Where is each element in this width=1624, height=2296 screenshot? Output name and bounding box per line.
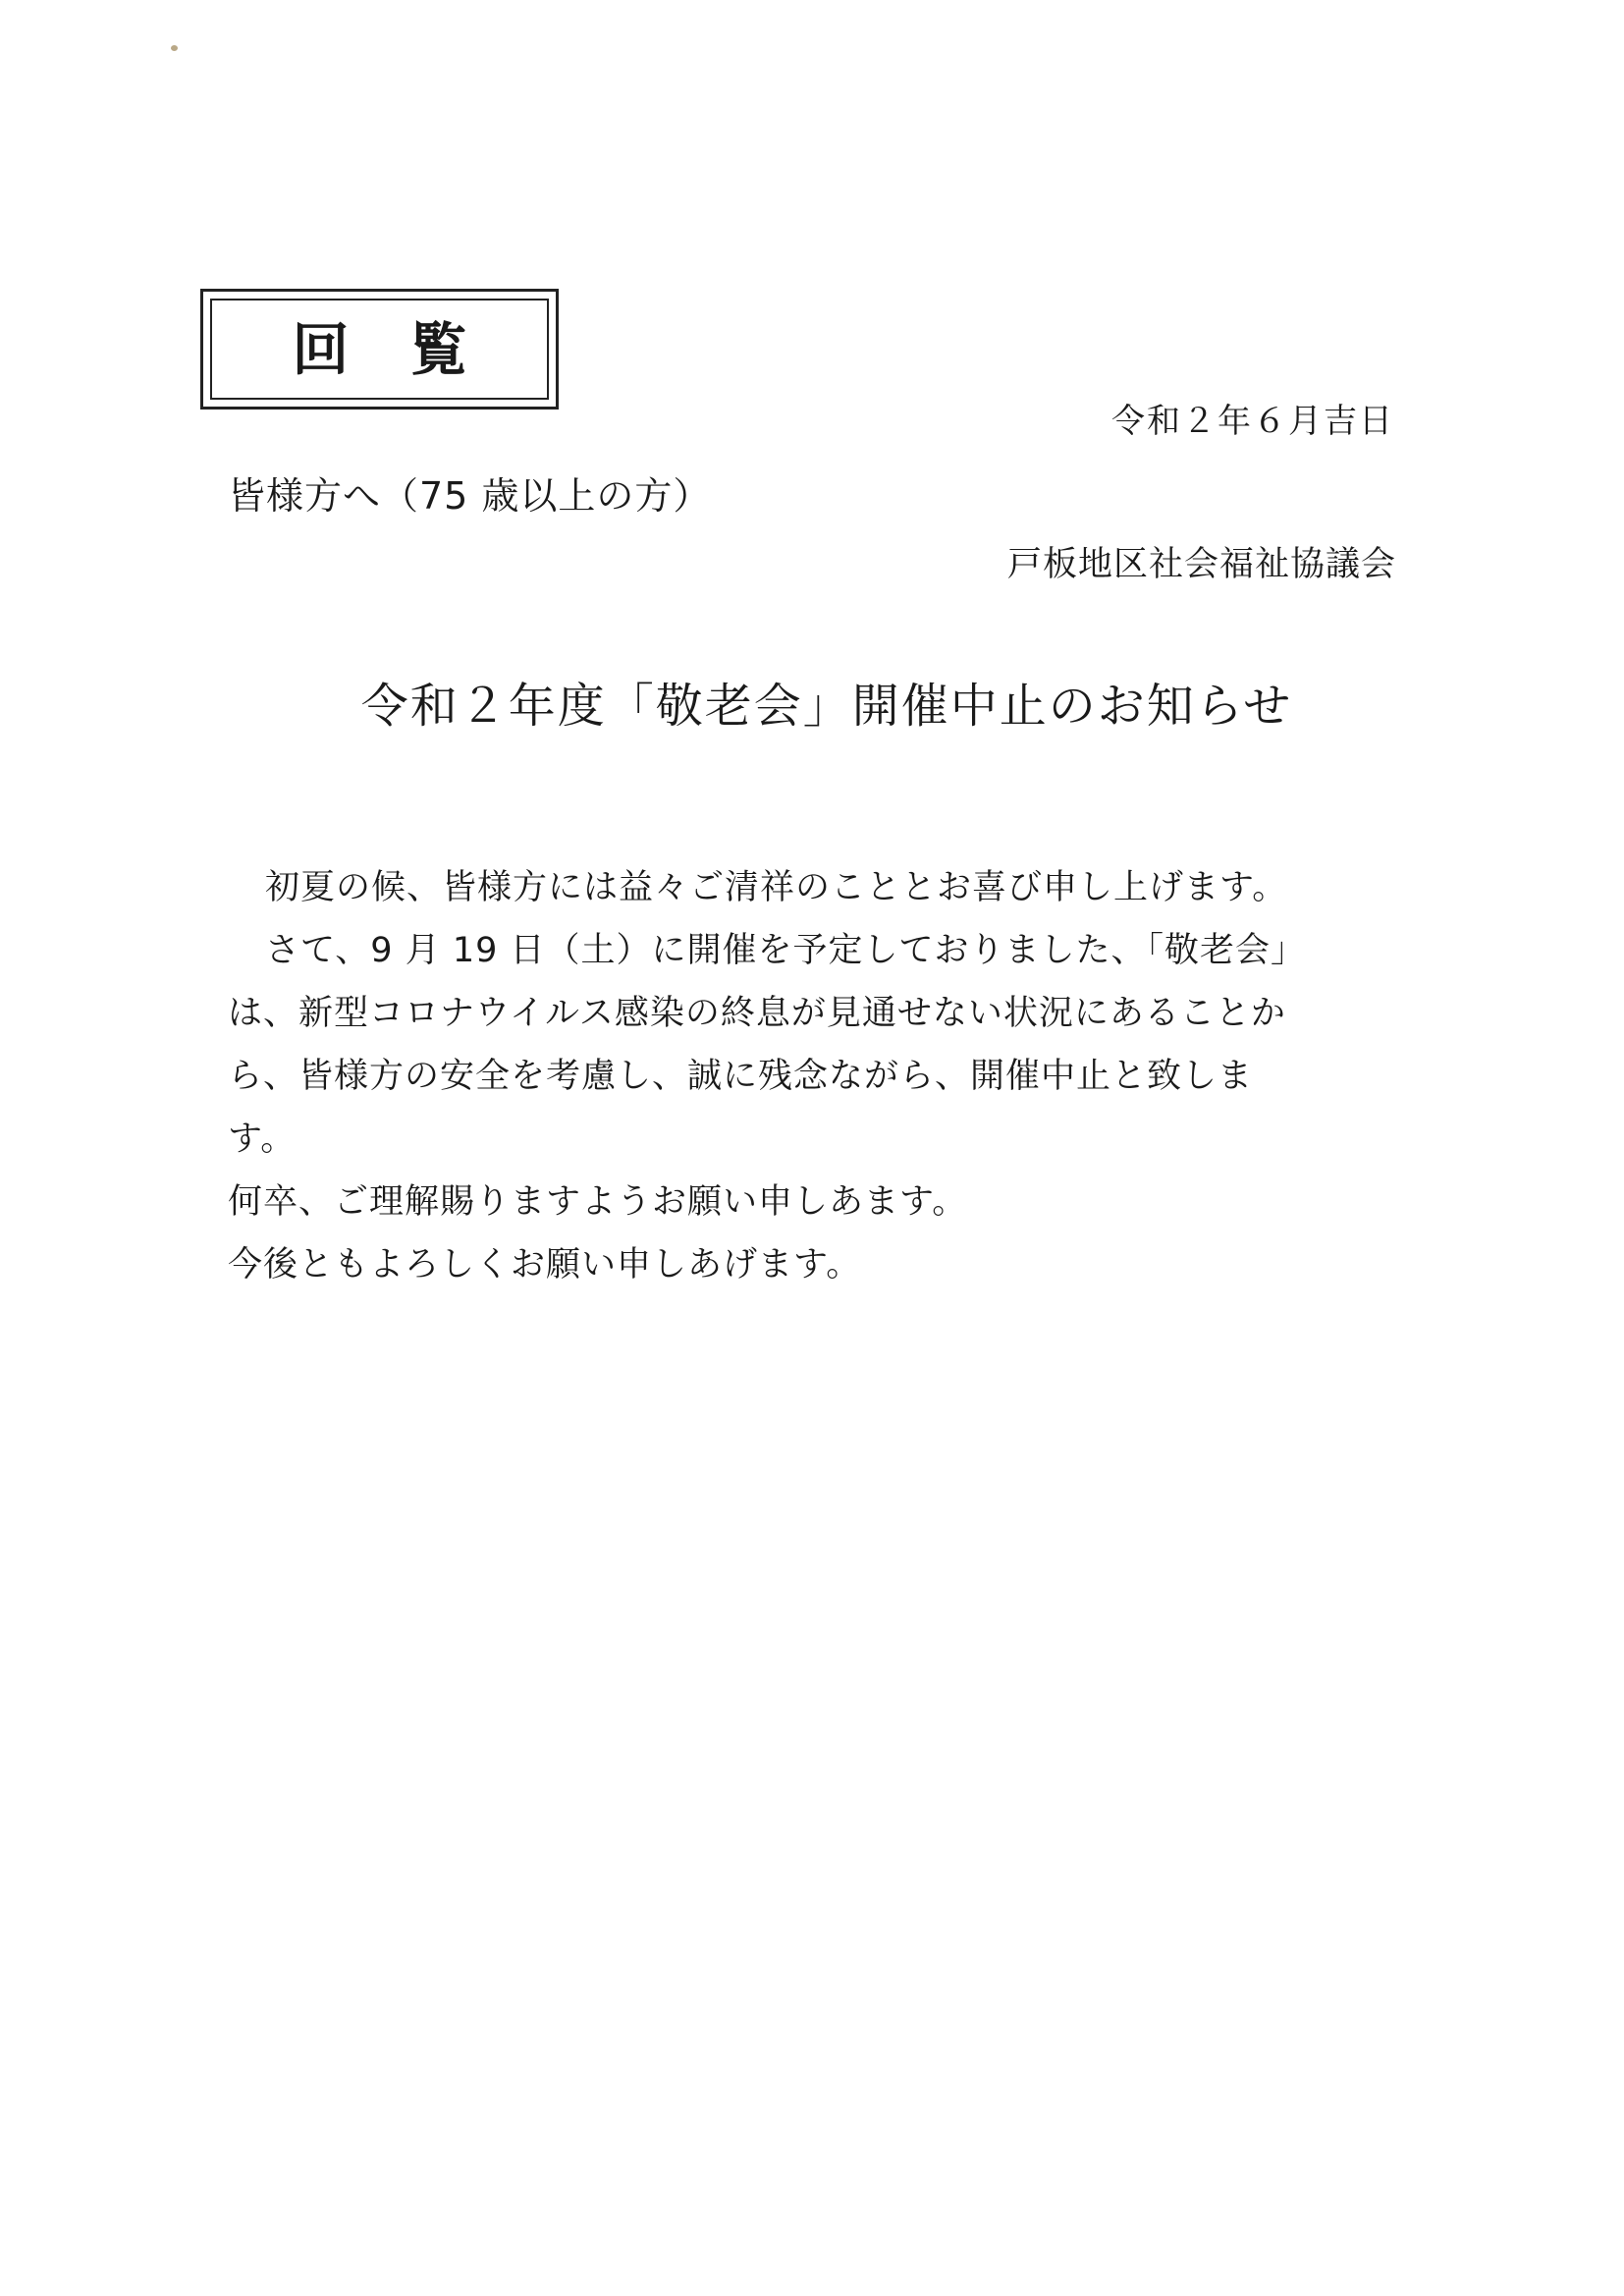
document-date: 令和２年６月吉日 — [1111, 402, 1394, 441]
paper-speck — [171, 45, 178, 51]
body-line: 初夏の候、皆様方には益々ご清祥のこととお喜び申し上げます。 — [265, 868, 1288, 907]
body-line: ら、皆様方の安全を考慮し、誠に残念ながら、開催中止と致しま — [228, 1057, 1254, 1096]
circulation-stamp-box — [200, 289, 559, 410]
sender: 戸板地区社会福祉協議会 — [1006, 545, 1396, 584]
body-line: 何卒、ご理解賜りますようお願い申しあます。 — [228, 1182, 968, 1222]
body-line: 今後ともよろしくお願い申しあげます。 — [228, 1245, 862, 1285]
document-body — [228, 856, 1445, 1296]
circulation-label: 回覧 — [292, 315, 528, 383]
circulation-stamp-inner-frame — [210, 299, 549, 400]
body-line: す。 — [228, 1120, 297, 1159]
document-title: 令和２年度「敬老会」開催中止のお知らせ — [360, 679, 1293, 734]
addressee: 皆様方へ（75 歳以上の方） — [228, 474, 712, 518]
body-line: は、新型コロナウイルス感染の終息が見通せない状況にあることか — [228, 994, 1286, 1033]
body-line: さて、9 月 19 日（土）に開催を予定しておりました、「敬老会」 — [265, 931, 1306, 970]
